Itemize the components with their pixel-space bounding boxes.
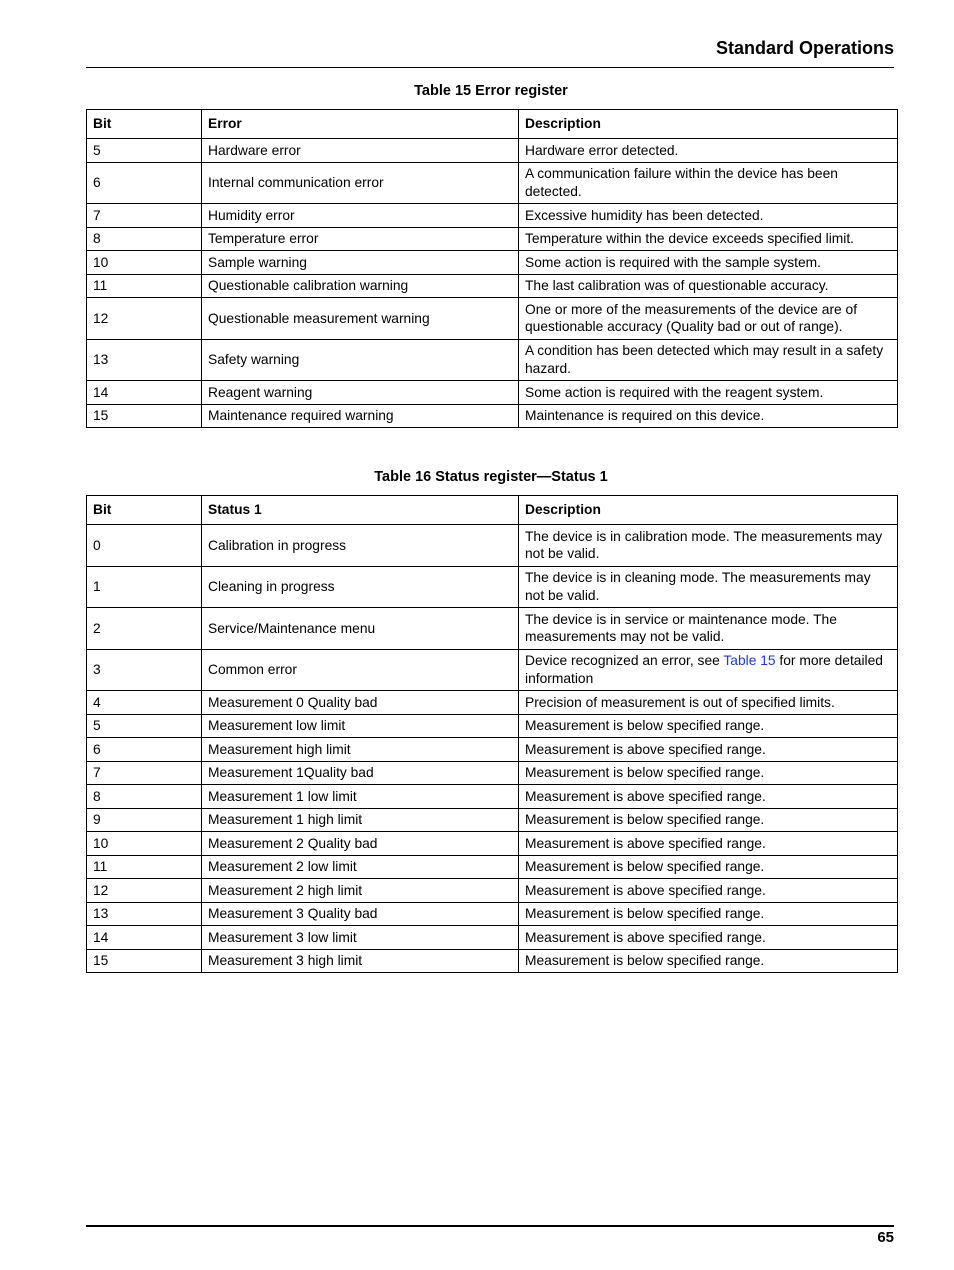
cell-bit: 2 (87, 608, 202, 650)
cell-description: Maintenance is required on this device. (519, 404, 898, 428)
cell-description: Measurement is above specified range. (519, 785, 898, 809)
cell-description: Measurement is below specified range. (519, 902, 898, 926)
cell-description: Temperature within the device exceeds specified limit. (519, 227, 898, 251)
desc-after: for more detailed information (525, 653, 883, 686)
table-row (87, 949, 898, 973)
table-row (87, 139, 898, 163)
table-row (87, 339, 898, 381)
column-header-description: Description (519, 496, 898, 525)
table-row (87, 404, 898, 428)
table-row (87, 761, 898, 785)
table-15-link[interactable]: Table 15 (723, 653, 776, 669)
cell-description: Precision of measurement is out of specified limits. (519, 691, 898, 715)
status-register-table (86, 495, 898, 973)
table-row (87, 879, 898, 903)
cell-description: Measurement is above specified range. (519, 879, 898, 903)
cell-name: Measurement 2 Quality bad (202, 832, 519, 856)
cell-name: Measurement low limit (202, 714, 519, 738)
cell-bit: 6 (87, 162, 202, 204)
cell-bit: 13 (87, 339, 202, 381)
cell-description: The device is in calibration mode. The measurements may not be valid. (519, 525, 898, 567)
cell-bit: 14 (87, 926, 202, 950)
page-number: 65 (877, 1229, 894, 1246)
error-register-table (86, 109, 898, 428)
cell-name: Reagent warning (202, 381, 519, 405)
cell-bit: 4 (87, 691, 202, 715)
cell-bit: 9 (87, 808, 202, 832)
table-row (87, 525, 898, 567)
table-row (87, 251, 898, 275)
cell-description: Some action is required with the sample system. (519, 251, 898, 275)
cell-name: Measurement 2 high limit (202, 879, 519, 903)
cell-name: Hardware error (202, 139, 519, 163)
table-row (87, 274, 898, 298)
cell-name: Measurement 1Quality bad (202, 761, 519, 785)
table-header-row (87, 110, 898, 139)
cell-name: Measurement 1 high limit (202, 808, 519, 832)
cell-name: Service/Maintenance menu (202, 608, 519, 650)
table-row (87, 714, 898, 738)
column-header-description: Description (519, 110, 898, 139)
cell-bit: 5 (87, 139, 202, 163)
column-header-error: Error (202, 110, 519, 139)
cell-description: The device is in service or maintenance mode. The measurements may not be valid. (519, 608, 898, 650)
cell-bit: 8 (87, 785, 202, 809)
cell-description: One or more of the measurements of the device are of questionable accuracy (Quality bad or out of range). (519, 298, 898, 340)
cell-description: Measurement is below specified range. (519, 949, 898, 973)
table-row (87, 926, 898, 950)
cell-bit: 7 (87, 761, 202, 785)
column-header-status: Status 1 (202, 496, 519, 525)
table-row (87, 808, 898, 832)
cell-bit: 12 (87, 298, 202, 340)
cell-description: The device is in cleaning mode. The measurements may not be valid. (519, 566, 898, 608)
column-header-bit: Bit (87, 110, 202, 139)
cell-bit: 11 (87, 855, 202, 879)
cell-bit: 12 (87, 879, 202, 903)
cell-name: Common error (202, 649, 519, 691)
footer-divider (86, 1225, 894, 1227)
cell-name: Temperature error (202, 227, 519, 251)
table-row (87, 608, 898, 650)
cell-description: Measurement is above specified range. (519, 926, 898, 950)
table-row (87, 381, 898, 405)
cell-bit: 14 (87, 381, 202, 405)
header-divider (86, 67, 894, 68)
table-row (87, 204, 898, 228)
cell-bit: 10 (87, 832, 202, 856)
table-row (87, 738, 898, 762)
table-row (87, 691, 898, 715)
cell-description (519, 649, 898, 691)
cell-name: Measurement 3 Quality bad (202, 902, 519, 926)
cell-name: Cleaning in progress (202, 566, 519, 608)
cell-name: Measurement high limit (202, 738, 519, 762)
table-header-row (87, 496, 898, 525)
cell-name: Calibration in progress (202, 525, 519, 567)
cell-description: A condition has been detected which may result in a safety hazard. (519, 339, 898, 381)
page-title: Standard Operations (715, 38, 894, 58)
table-16-caption: Table 16 Status register—Status 1 (374, 469, 608, 485)
table-row (87, 298, 898, 340)
cell-bit: 3 (87, 649, 202, 691)
cell-description: Hardware error detected. (519, 139, 898, 163)
cell-bit: 1 (87, 566, 202, 608)
cell-name: Questionable calibration warning (202, 274, 519, 298)
cell-description: Measurement is below specified range. (519, 855, 898, 879)
cell-name: Internal communication error (202, 162, 519, 204)
cell-name: Measurement 2 low limit (202, 855, 519, 879)
cell-description: Excessive humidity has been detected. (519, 204, 898, 228)
cell-description: Measurement is below specified range. (519, 714, 898, 738)
cell-name: Measurement 0 Quality bad (202, 691, 519, 715)
table-row (87, 785, 898, 809)
cell-description: Measurement is below specified range. (519, 761, 898, 785)
cell-bit: 10 (87, 251, 202, 275)
cell-name: Maintenance required warning (202, 404, 519, 428)
table-row (87, 902, 898, 926)
cell-description: A communication failure within the device has been detected. (519, 162, 898, 204)
table-row (87, 832, 898, 856)
cell-name: Sample warning (202, 251, 519, 275)
cell-name: Measurement 1 low limit (202, 785, 519, 809)
cell-bit: 8 (87, 227, 202, 251)
cell-bit: 15 (87, 404, 202, 428)
cell-bit: 15 (87, 949, 202, 973)
cell-description: Measurement is below specified range. (519, 808, 898, 832)
table-row (87, 162, 898, 204)
table-row (87, 227, 898, 251)
cell-bit: 11 (87, 274, 202, 298)
cell-description: Some action is required with the reagent system. (519, 381, 898, 405)
cell-name: Measurement 3 high limit (202, 949, 519, 973)
cell-bit: 7 (87, 204, 202, 228)
table-15-caption: Table 15 Error register (414, 83, 568, 99)
column-header-bit: Bit (87, 496, 202, 525)
cell-bit: 5 (87, 714, 202, 738)
cell-name: Safety warning (202, 339, 519, 381)
cell-bit: 13 (87, 902, 202, 926)
cell-description: The last calibration was of questionable accuracy. (519, 274, 898, 298)
cell-name: Questionable measurement warning (202, 298, 519, 340)
cell-bit: 0 (87, 525, 202, 567)
table-row (87, 855, 898, 879)
table-row (87, 566, 898, 608)
cell-bit: 6 (87, 738, 202, 762)
cell-name: Humidity error (202, 204, 519, 228)
cell-name: Measurement 3 low limit (202, 926, 519, 950)
desc-before: Device recognized an error, see (525, 653, 724, 669)
table-row (87, 649, 898, 691)
cell-description: Measurement is above specified range. (519, 832, 898, 856)
cell-description: Measurement is above specified range. (519, 738, 898, 762)
